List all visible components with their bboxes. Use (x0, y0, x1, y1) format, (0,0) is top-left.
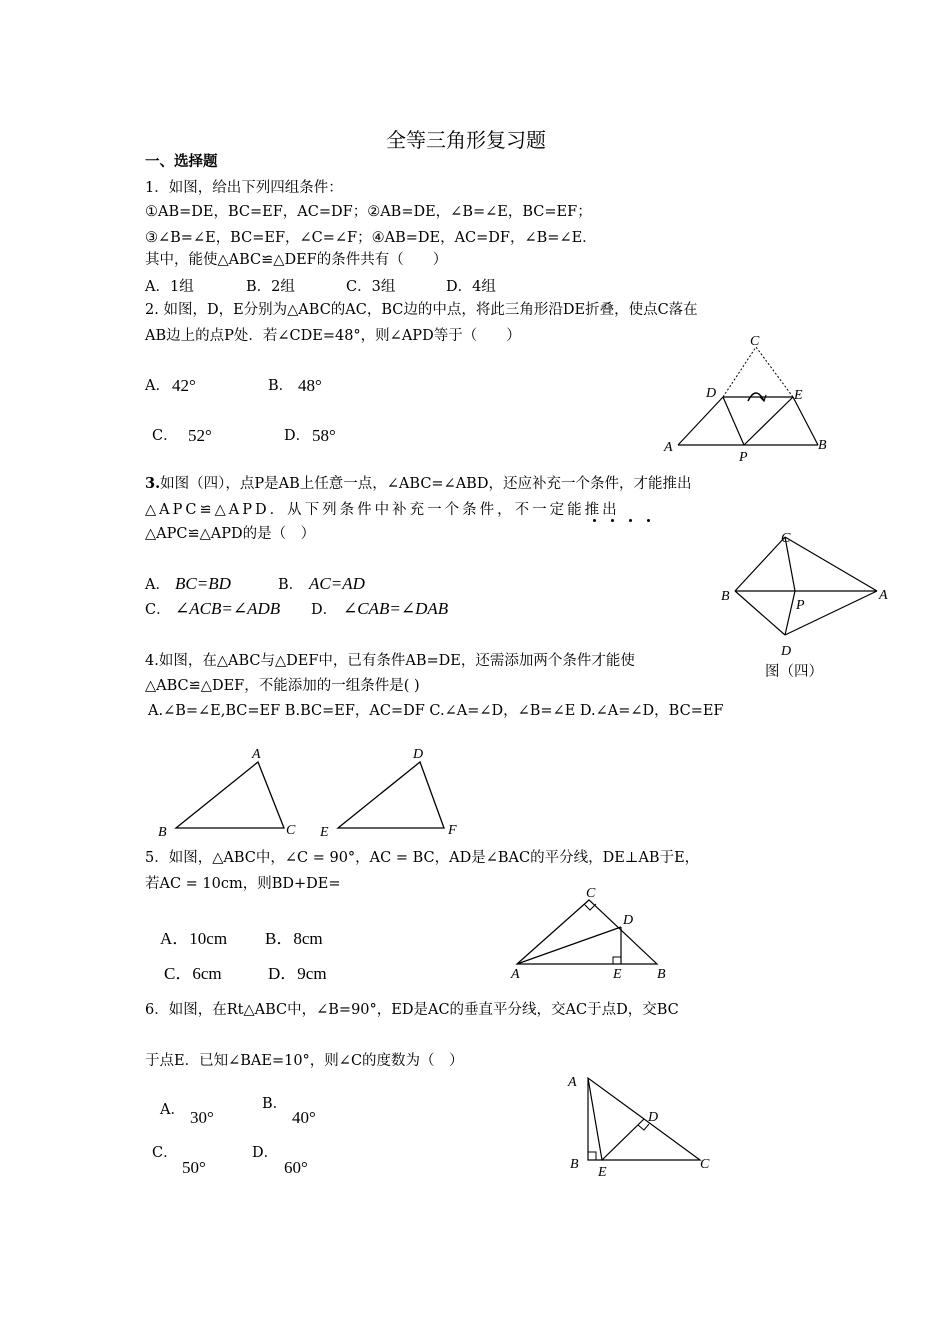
q2-label-b: B (818, 438, 827, 453)
q6-option-a-label: A． (160, 1102, 185, 1118)
q6-line1: 6．如图，在Rt△ABC中，∠B=90°，ED是AC的垂直平分线，交AC于点D，交BC (145, 1002, 679, 1018)
q1-line1: 1．如图，给出下列四组条件： (145, 180, 343, 196)
q2-option-c-value: 52° (188, 426, 212, 445)
q5-figure (505, 880, 685, 985)
q2-option-a-label: A． (145, 378, 170, 394)
q4-label-a: A (252, 747, 261, 762)
q2-label-p: P (739, 450, 748, 465)
q5-option-c: C．6cm (164, 964, 222, 983)
q3-figure-caption: 图（四） (765, 664, 823, 680)
q4-line3: A.∠B=∠E,BC=EF B.BC=EF，AC=DF C.∠A=∠D，∠B=∠E D.∠A=∠D，BC=EF (148, 703, 724, 719)
q5-line2: 若AC = 10cm，则BD+DE= (145, 876, 341, 892)
q5-line1: 5．如图，△ABC中，∠C = 90°，AC = BC，AD是∠BAC的平分线，DE⊥AB于E， (145, 850, 700, 866)
q1-option-a: A．1组 (145, 279, 194, 295)
q3-label-c: C (781, 531, 791, 546)
q3-option-c-label: C． (145, 602, 171, 618)
q4-label-d: D (413, 747, 424, 762)
q2-label-a: A (664, 440, 673, 455)
q2-label-e: E (794, 388, 803, 403)
q3-line3: △APC≌△APD的是（ ） (145, 526, 316, 542)
q4-label-e: E (320, 825, 329, 840)
q3-label-d: D (781, 644, 792, 659)
q6-label-d: D (648, 1110, 659, 1125)
q3-option-b-value: AC=AD (309, 574, 365, 593)
q6-label-a: A (568, 1075, 577, 1090)
q2-label-c: C (750, 334, 760, 349)
q6-figure (560, 1070, 720, 1185)
q2-option-b-value: 48° (298, 376, 322, 395)
q1-option-c: C．3组 (346, 279, 396, 295)
q2-line2: AB边上的点P处．若∠CDE=48°，则∠APD等于（ ） (145, 328, 521, 344)
q6-label-e: E (598, 1165, 607, 1180)
q4-line1: 4.如图，在△ABC与△DEF中，已有条件AB=DE，还需添加两个条件才能使 (145, 653, 635, 669)
q4-label-c: C (286, 823, 296, 838)
q3-option-b-label: B． (278, 577, 304, 593)
q5-label-a: A (511, 967, 520, 982)
q3-label-a: A (879, 588, 888, 603)
q6-label-b: B (570, 1157, 579, 1172)
q2-line1: 2. 如图，D，E分别为△ABC的AC，BC边的中点，将此三角形沿DE折叠，使点C落在 (145, 302, 698, 318)
q3-figure (715, 525, 895, 685)
q3-option-c-value: ∠ACB=∠ADB (175, 599, 281, 618)
q3-label-b: B (721, 589, 730, 604)
section-heading: 一、选择题 (145, 153, 218, 170)
q6-option-b-value: 40° (292, 1108, 316, 1127)
q3-option-d-label: D． (311, 602, 338, 618)
q6-option-c-value: 50° (182, 1158, 206, 1177)
q2-option-c-label: C． (152, 428, 178, 444)
q6-label-c: C (700, 1157, 710, 1172)
q5-label-c: C (586, 886, 596, 901)
q3-line1-text: 如图（四），点P是AB上任意一点，∠ABC=∠ABD，还应补充一个条件，才能推出 (160, 476, 692, 492)
q3-line1 (145, 474, 691, 494)
q5-option-a: A．10cm (160, 929, 228, 948)
q4-line2: △ABC≌△DEF，不能添加的一组条件是( ) (145, 678, 420, 694)
q1-line3: ③∠B=∠E，BC=EF，∠C=∠F；④AB=DE，AC=DF，∠B=∠E． (145, 230, 597, 246)
q6-option-c-label: C． (152, 1145, 178, 1161)
q3-option-a-label: A． (145, 577, 170, 593)
q6-option-b-label: B． (262, 1096, 288, 1112)
q5-option-b: B．8cm (265, 929, 323, 948)
q1-option-d: D．4组 (446, 279, 496, 295)
q4-label-b: B (158, 825, 167, 840)
page-title: 全等三角形复习题 (386, 128, 546, 152)
q6-option-d-label: D． (252, 1145, 279, 1161)
q2-option-d-label: D． (284, 428, 311, 444)
q3-line2-text: △APC≌△APD．从下列条件中补充一个条件， (145, 502, 515, 518)
q3-line2 (145, 500, 620, 520)
q3-emphasis: 不一定能推出 (514, 502, 620, 518)
q1-line2: ①AB=DE，BC=EF，AC=DF；②AB=DE，∠B=∠E，BC=EF； (145, 204, 592, 220)
q2-option-d-value: 58° (312, 426, 336, 445)
q6-option-d-value: 60° (284, 1158, 308, 1177)
q5-label-b: B (657, 967, 666, 982)
q3-option-a-value: BC=BD (175, 574, 231, 593)
q3-label-p: P (796, 598, 805, 613)
q6-option-a-value: 30° (190, 1108, 214, 1127)
q4-figure (150, 740, 480, 840)
q6-line2: 于点E．已知∠BAE=10°，则∠C的度数为（ ） (145, 1053, 464, 1069)
q2-option-b-label: B． (268, 378, 294, 394)
q5-label-d: D (623, 913, 634, 928)
q3-number: 3. (145, 475, 161, 492)
q2-label-d: D (706, 386, 717, 401)
q2-figure (660, 335, 840, 465)
q4-label-f: F (448, 823, 457, 838)
q5-option-d: D．9cm (268, 964, 327, 983)
q5-label-e: E (613, 967, 622, 982)
q1-option-b: B．2组 (246, 279, 295, 295)
q1-line4: 其中，能使△ABC≌△DEF的条件共有（ ） (145, 252, 448, 268)
q2-option-a-value: 42° (172, 376, 196, 395)
q3-option-d-value: ∠CAB=∠DAB (343, 599, 449, 618)
q3-emphasis-dots (590, 519, 670, 523)
